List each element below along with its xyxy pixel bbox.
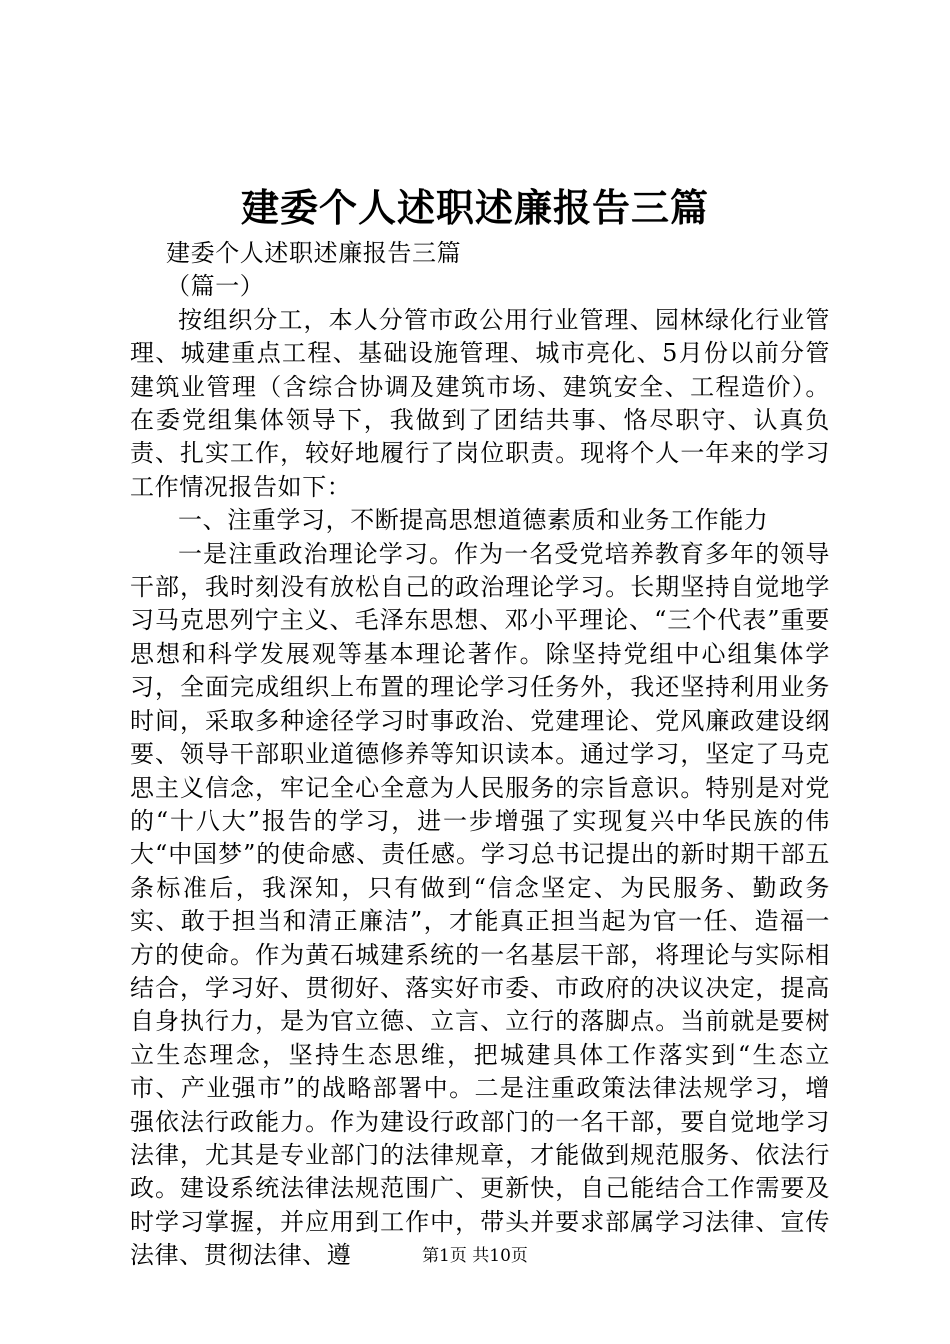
document-body [130,237,830,1273]
page-footer: 第1页 共10页 [422,1246,528,1266]
document-title: 建委个人述职述廉报告三篇 [240,185,709,230]
section-label: （篇一） [166,272,265,301]
body-subtitle: 建委个人述职述廉报告三篇 [166,239,462,267]
body-paragraph: 一是注重政治理论学习。作为一名受党培养教育多年的领导干部，我时刻没有放松自己的政治理论学习。长期坚持自觉地学习马克思列宁主义、毛泽东思想、邓小平理论、“三个代表”重要思想和科学发展观等基本理论著作。除坚持党组中心组集体学习，全面完成组织上布置的理论学习任务外，我还坚持利用业务时间，采取多种途径学习时事政治、党建理论、党风廉政建设纲要、领导干部职业道德修养等知识读本。通过学习，坚定了马克思主义信念，牢记全心全意为人民服务的宗旨意识。特别是对党的“十八大”报告的学习，进一步增强了实现复兴中华民族的伟大“中国梦”的使命感、责任感。学习总书记提出的新时期干部五条标准后，我深知，只有做到“信念坚定、为民服务、勤政务实、敢于担当和清正廉洁”，才能真正担当起为官一任、造福一方的使命。作为黄石城建系统的一名基层干部，将理论与实际相结合，学习好、贯彻好、落实好市委、市政府的决议决定，提高自身执行力，是为官立德、立言、立行的落脚点。当前就是要树立生态理念，坚持生态思维，把城建具体工作落实到“生态立市、产业强市”的战略部署中。二是注重政策法律法规学习，增强依法行政能力。作为建设行政部门的一名干部，要自觉地学习法律，尤其是专业部门的法律规章，才能做到规范服务、依法行政。建设系统法律法规范围广、更新快，自己能结合工作需要及时学习掌握，并应用到工作中，带头并要求部属学习法律、宣传法律、贯彻法律、遵 [130,539,830,1270]
body-paragraph: 按组织分工，本人分管市政公用行业管理、园林绿化行业管理、城建重点工程、基础设施管理、城市亮化、5月份以前分管建筑业管理（含综合协调及建筑市场、建筑安全、工程造价）。在委党组集体领导下，我做到了团结共事、恪尽职守、认真负责、扎实工作，较好地履行了岗位职责。现将个人一年来的学习工作情况报告如下： [130,305,830,501]
section-heading: 一、注重学习，不断提高思想道德素质和业务工作能力 [178,506,769,535]
